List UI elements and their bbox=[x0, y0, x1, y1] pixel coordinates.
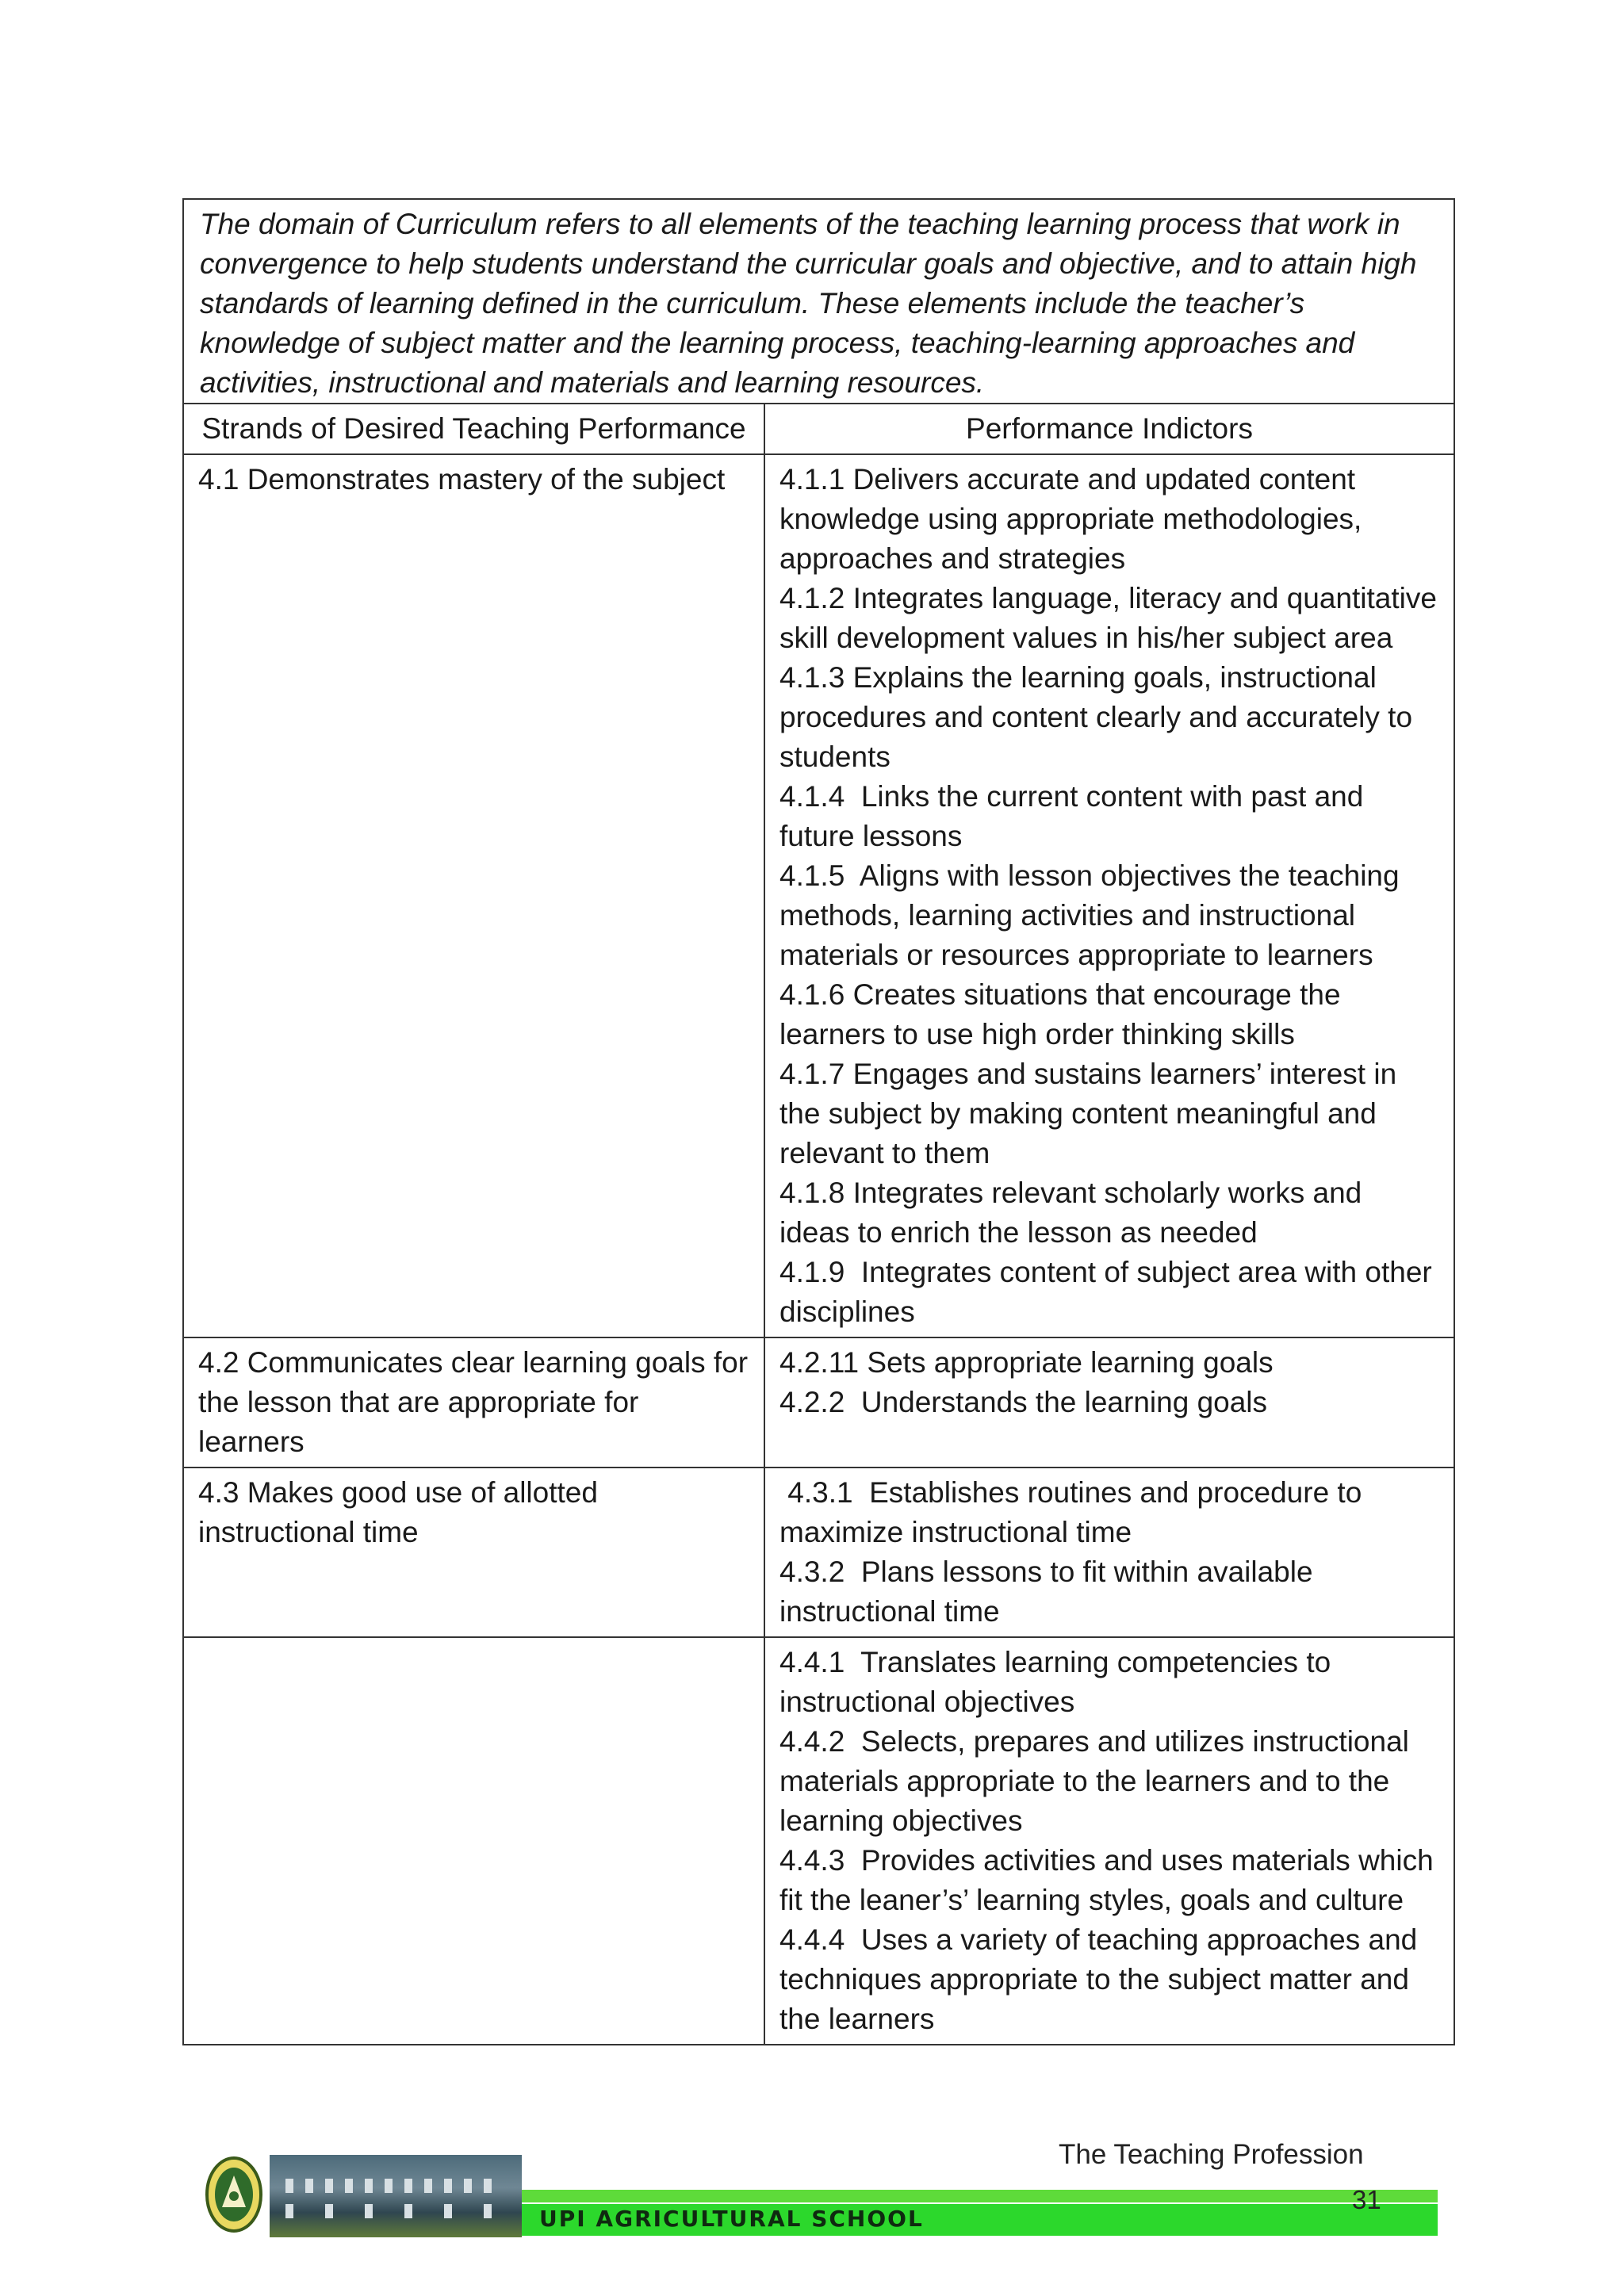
indicator-item: 4.2.2 Understands the learning goals bbox=[779, 1386, 1268, 1418]
footer-band-top bbox=[522, 2190, 1438, 2202]
domain-description: The domain of Curriculum refers to all elements of the teaching learning process that work in convergence to help students understand the curricular goals and objective, and to attain high standards of learning defined in the curriculum. These elements include the teacher’s knowledge of subject matter and the learning process, teaching-learning approaches and activities, instructional and materials and learning resources. bbox=[183, 199, 1454, 404]
table-row bbox=[183, 1637, 1454, 2045]
indicators-cell bbox=[764, 1468, 1454, 1637]
indicators-cell bbox=[764, 1637, 1454, 2045]
school-seal-icon bbox=[205, 2155, 263, 2234]
indicator-item: 4.1.2 Integrates language, literacy and quantitative skill development values in his/her subject area bbox=[779, 582, 1446, 654]
indicator-item: 4.1.5 Aligns with lesson objectives the teaching methods, learning activities and instructional materials or resources appropriate to learners bbox=[779, 859, 1408, 971]
indicator-item: 4.1.1 Delivers accurate and updated content knowledge using appropriate methodologies, approaches and strategies bbox=[779, 463, 1370, 575]
indicator-item: 4.1.4 Links the current content with past and future lessons bbox=[779, 780, 1372, 852]
school-building-photo bbox=[270, 2155, 522, 2237]
indicator-item: 4.4.4 Uses a variety of teaching approaches and techniques appropriate to the subject matter and the learners bbox=[779, 1923, 1426, 2035]
indicator-item: 4.3.2 Plans lessons to fit within available instructional time bbox=[779, 1556, 1321, 1628]
footer-book-title: The Teaching Profession bbox=[1059, 2139, 1364, 2170]
indicator-item: 4.3.1 Establishes routines and procedure to maximize instructional time bbox=[779, 1476, 1370, 1548]
indicator-item: 4.2.11 Sets appropriate learning goals bbox=[779, 1346, 1274, 1379]
school-name: UPI AGRICULTURAL SCHOOL bbox=[539, 2206, 924, 2232]
table-row bbox=[183, 1468, 1454, 1637]
curriculum-domain-table bbox=[182, 198, 1455, 2045]
indicator-item: 4.4.2 Selects, prepares and utilizes instructional materials appropriate to the learners and to the learning objectives bbox=[779, 1725, 1418, 1837]
table-row bbox=[183, 1337, 1454, 1468]
indicator-item: 4.1.9 Integrates content of subject area with other disciplines bbox=[779, 1256, 1441, 1328]
page-number: 31 bbox=[1352, 2185, 1381, 2214]
indicator-item: 4.1.6 Creates situations that encourage the learners to use high order thinking skills bbox=[779, 978, 1349, 1050]
table-row bbox=[183, 454, 1454, 1337]
indicators-header: Performance Indictors bbox=[764, 404, 1454, 454]
indicator-item: 4.1.3 Explains the learning goals, instructional procedures and content clearly and accurately to students bbox=[779, 661, 1421, 773]
strand-cell bbox=[183, 1637, 764, 2045]
indicator-item: 4.4.3 Provides activities and uses materials which fit the leaner’s’ learning styles, goals and culture bbox=[779, 1844, 1442, 1916]
indicator-item: 4.1.7 Engages and sustains learners’ interest in the subject by making content meaningful and relevant to them bbox=[779, 1058, 1405, 1169]
indicator-item: 4.4.1 Translates learning competencies to instructional objectives bbox=[779, 1646, 1339, 1718]
strand-cell: 4.3 Makes good use of allotted instructional time bbox=[183, 1468, 764, 1637]
strands-header: Strands of Desired Teaching Performance bbox=[183, 404, 764, 454]
indicators-cell bbox=[764, 454, 1454, 1337]
indicators-cell bbox=[764, 1337, 1454, 1468]
strand-cell: 4.1 Demonstrates mastery of the subject bbox=[183, 454, 764, 1337]
strand-cell: 4.2 Communicates clear learning goals for the lesson that are appropriate for learners bbox=[183, 1337, 764, 1468]
indicator-item: 4.1.8 Integrates relevant scholarly works and ideas to enrich the lesson as needed bbox=[779, 1177, 1370, 1249]
